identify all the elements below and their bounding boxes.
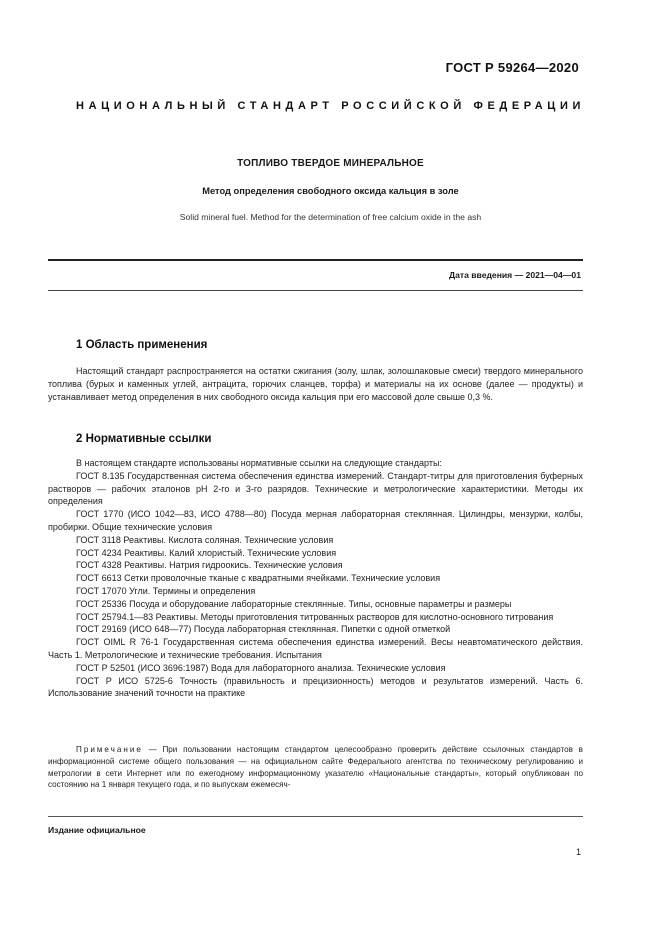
page-number: 1 [575, 847, 581, 857]
reference-paragraph: ГОСТ 25336 Посуда и оборудование лабораторные стеклянные. Типы, основные параметры и размеры [76, 598, 512, 609]
section-2-heading: 2 Нормативные ссылки [76, 433, 212, 445]
reference-paragraph: ГОСТ 6613 Сетки проволочные тканые с квадратными ячейками. Технические условия [76, 573, 441, 584]
reference-paragraph: ГОСТ 4234 Реактивы. Калий хлористый. Технические условия [76, 547, 337, 558]
document-title: ТОПЛИВО ТВЕРДОЕ МИНЕРАЛЬНОЕ [237, 158, 424, 169]
section-2-body [48, 457, 583, 700]
reference-paragraph: ГОСТ Р 52501 (ИСО 3696:1987) Вода для лабораторного анализа. Технические условия [76, 662, 446, 673]
organization-title: НАЦИОНАЛЬНЫЙ СТАНДАРТ РОССИЙСКОЙ ФЕДЕРАЦИИ [76, 100, 585, 112]
document-subtitle: Метод определения свободного оксида кальция в золе [202, 186, 459, 196]
note-text: — При пользовании настоящим стандартом целесообразно проверить действие ссылочных стандартов в информационной системе общего пользования — на официальном сайте Федерального агентства по техническому регулированию и метрологии в сети Интернет или по ежегодному информационному указателю «Национальные стандарты», который опубликован по состоянию на 1 января текущего года, и по выпускам ежемесяч- [48, 745, 583, 790]
section-1-paragraph: Настоящий стандарт распространяется на остатки сжигания (золу, шлак, золошлаковые смеси) твердого минерального топлива (бурых и каменных углей, антрацита, горючих сланцев, торфа) и материалы на их основе (далее — продукты) и устанавливает метод определения в них свободного оксида кальция при его массовой доле свыше 0,3 %. [48, 366, 583, 402]
reference-paragraph: ГОСТ 25794.1—83 Реактивы. Методы приготовления титрованных растворов для кислотно-основного титрования [76, 611, 554, 622]
reference-paragraph: ГОСТ 29169 (ИСО 648—77) Посуда лабораторная стеклянная. Пипетки с одной отметкой [76, 624, 451, 635]
section-1-body [48, 365, 583, 403]
note-paragraph [48, 744, 583, 791]
edition-label: Издание официальное [48, 825, 146, 835]
reference-paragraph: ГОСТ 8.135 Государственная система обеспечения единства измерений. Стандарт-титры для приготовления буферных растворов — рабочих эталонов pH 2-го и 3-го разрядов. Технические и метрологические характеристики. Методы их определения [48, 470, 583, 507]
header-rule-thin [48, 290, 583, 291]
reference-paragraph: ГОСТ Р ИСО 5725-6 Точность (правильность и прецизионность) методов и результатов измерений. Часть 6. Использование значений точности на практике [48, 675, 583, 699]
reference-paragraph: ГОСТ OIML R 76-1 Государственная система обеспечения единства измерений. Весы неавтоматического действия. Часть 1. Метрологические и технические требования. Испытания [48, 637, 583, 660]
reference-paragraph: ГОСТ 17070 Угли. Термины и определения [76, 585, 256, 596]
english-title: Solid mineral fuel. Method for the determination of free calcium oxide in the ash [179, 212, 482, 222]
note-block [48, 744, 583, 791]
standard-code: ГОСТ Р 59264—2020 [445, 60, 579, 75]
reference-paragraph: ГОСТ 1770 (ИСО 1042—83, ИСО 4788—80) Посуда мерная лабораторная стеклянная. Цилиндры, мензурки, колбы, пробирки. Общие технические условия [48, 509, 583, 532]
header-rule-thick [48, 259, 583, 261]
reference-paragraph: ГОСТ 3118 Реактивы. Кислота соляная. Технические условия [76, 534, 334, 545]
reference-paragraph: В настоящем стандарте использованы нормативные ссылки на следующие стандарты: [76, 458, 442, 468]
note-label: Примечание [76, 745, 143, 754]
reference-paragraph: ГОСТ 4328 Реактивы. Натрия гидроокись. Технические условия [76, 560, 343, 571]
footer-rule [48, 816, 583, 817]
introduction-date: Дата введения — 2021—04—01 [448, 270, 581, 280]
section-1-heading: 1 Область применения [76, 339, 208, 351]
